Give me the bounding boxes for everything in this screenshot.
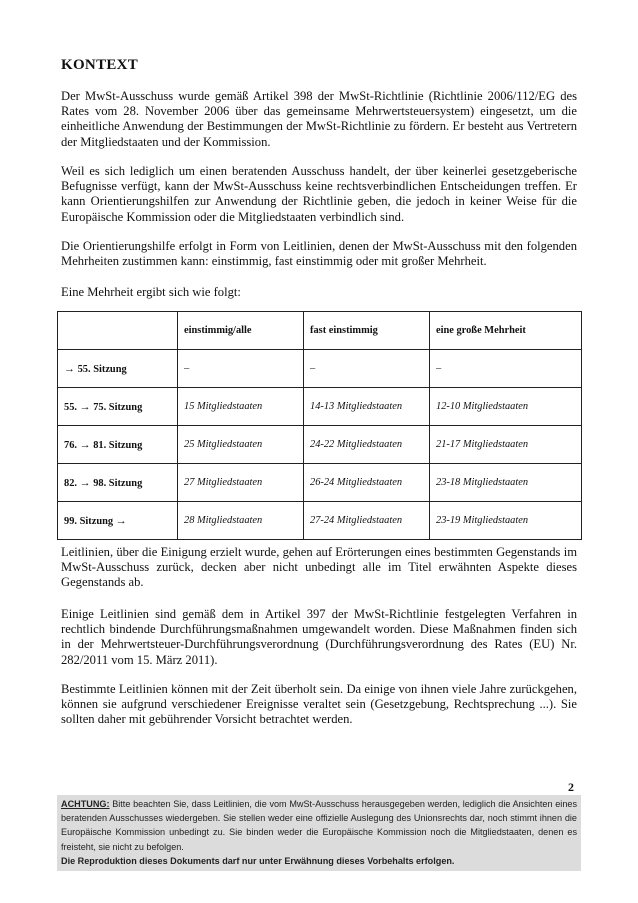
arrow-right-icon: → xyxy=(115,514,127,527)
table-row xyxy=(58,464,582,502)
table-cell: 27-24 Mitgliedstaaten xyxy=(304,502,430,540)
table-cell: – xyxy=(178,350,304,388)
session-range-cell: 76. → 81. Sitzung xyxy=(58,426,178,464)
paragraph-outdated-guidelines: Bestimmte Leitlinien können mit der Zeit überholt sein. Da einige von ihnen viele Jahre zurückgehen, können sie aufgrund verschiedener Ereignisse veraltet sein (Gesetzgebung, Rechtsprechung ...). Sie sollten daher mit gebührender Vorsicht betrachtet werden. xyxy=(61,682,577,727)
arrow-right-icon: → xyxy=(79,400,91,413)
session-range-cell: 55. → 75. Sitzung xyxy=(58,388,178,426)
table-cell: 27 Mitgliedstaaten xyxy=(178,464,304,502)
page-number: 2 xyxy=(568,780,574,794)
table-header-empty xyxy=(58,312,178,350)
table-cell: 28 Mitgliedstaaten xyxy=(178,502,304,540)
section-heading: KONTEXT xyxy=(61,57,139,73)
table-row xyxy=(58,426,582,464)
paragraph-guidance-form: Die Orientierungshilfe erfolgt in Form von Leitlinien, denen der MwSt-Ausschuss mit den folgenden Mehrheiten zustimmen kann: einstimmig, fast einstimmig oder mit großer Mehrheit. xyxy=(61,239,577,269)
table-cell: – xyxy=(430,350,582,388)
table-row xyxy=(58,350,582,388)
table-cell: 23-19 Mitgliedstaaten xyxy=(430,502,582,540)
table-cell: 24-22 Mitgliedstaaten xyxy=(304,426,430,464)
table-cell: 12-10 Mitgliedstaaten xyxy=(430,388,582,426)
session-range-cell: 82. → 98. Sitzung xyxy=(58,464,178,502)
table-cell: 23-18 Mitgliedstaaten xyxy=(430,464,582,502)
table-cell: – xyxy=(304,350,430,388)
paragraph-implementing-measures: Einige Leitlinien sind gemäß dem in Artikel 397 der MwSt-Richtlinie festgelegten Verfahren in rechtlich bindende Durchführungsmaßnahmen umgewandelt worden. Diese Maßnahmen finden sich in der Mehrwertsteuer-Durchführungsverordnung (Durchführungsverordnung des Rates (EU) Nr. 282/2011 vom 15. März 2011). xyxy=(61,607,577,667)
majority-table xyxy=(57,311,582,540)
arrow-right-icon: → xyxy=(79,476,91,489)
paragraph-committee-origin: Der MwSt-Ausschuss wurde gemäß Artikel 398 der MwSt-Richtlinie (Richtlinie 2006/112/EG des Rates vom 28. November 2006 über das gemeinsame Mehrwertsteuersystem) eingesetzt, um die einheitliche Anwendung der Bestimmungen der MwSt-Richtlinie zu fördern. Er besteht aus Vertretern der Mitgliedstaaten und der Kommission. xyxy=(61,89,577,149)
table-header-large-majority: eine große Mehrheit xyxy=(430,312,582,350)
disclaimer-reproduction: Die Reproduktion dieses Dokuments darf nur unter Erwähnung dieses Vorbehalts erfolgen. xyxy=(61,855,455,866)
disclaimer-text: Bitte beachten Sie, dass Leitlinien, die vom MwSt-Ausschuss herausgegeben werden, lediglich die Ansichten eines beratenden Ausschusses wiedergeben. Sie stellen weder eine offizielle Auslegung des Unionsrechts dar, noch stimmt ihnen die Europäische Kommission unbedingt zu. Sie binden weder die Europäische Kommission noch die Mitgliedstaaten, denen es freisteht, sie nicht zu befolgen. xyxy=(61,799,577,852)
paragraph-guideline-scope: Leitlinien, über die Einigung erzielt wurde, gehen auf Erörterungen eines bestimmten Gegenstands im MwSt-Ausschuss zurück, decken aber nicht unbedingt alle im Titel erwähnten Aspekte dieses Gegenstands ab. xyxy=(61,545,577,590)
table-header-row xyxy=(58,312,582,350)
table-cell: 21-17 Mitgliedstaaten xyxy=(430,426,582,464)
table-header-unanimous: einstimmig/alle xyxy=(178,312,304,350)
disclaimer-warning-label: ACHTUNG: xyxy=(61,799,110,809)
table-cell: 14-13 Mitgliedstaaten xyxy=(304,388,430,426)
session-range-cell: → 55. Sitzung xyxy=(58,350,178,388)
paragraph-majority-intro: Eine Mehrheit ergibt sich wie folgt: xyxy=(61,285,241,299)
table-cell: 26-24 Mitgliedstaaten xyxy=(304,464,430,502)
arrow-right-icon: → xyxy=(79,438,91,451)
table-row xyxy=(58,388,582,426)
table-row xyxy=(58,502,582,540)
table-cell: 25 Mitgliedstaaten xyxy=(178,426,304,464)
disclaimer-box xyxy=(57,795,581,871)
session-range-cell: 99. Sitzung → xyxy=(58,502,178,540)
table-header-almost-unanimous: fast einstimmig xyxy=(304,312,430,350)
table-cell: 15 Mitgliedstaaten xyxy=(178,388,304,426)
arrow-right-icon: → xyxy=(64,362,75,375)
paragraph-advisory-role: Weil es sich lediglich um einen beratenden Ausschuss handelt, der über keinerlei gesetzgeberische Befugnisse verfügt, kann der MwSt-Ausschuss keine rechtsverbindlichen Entscheidungen treffen. Er kann Orientierungshilfen zur Anwendung der Richtlinie geben, die jedoch in keiner Weise für die Europäische Kommission oder die Mitgliedstaaten verbindlich sind. xyxy=(61,164,577,224)
